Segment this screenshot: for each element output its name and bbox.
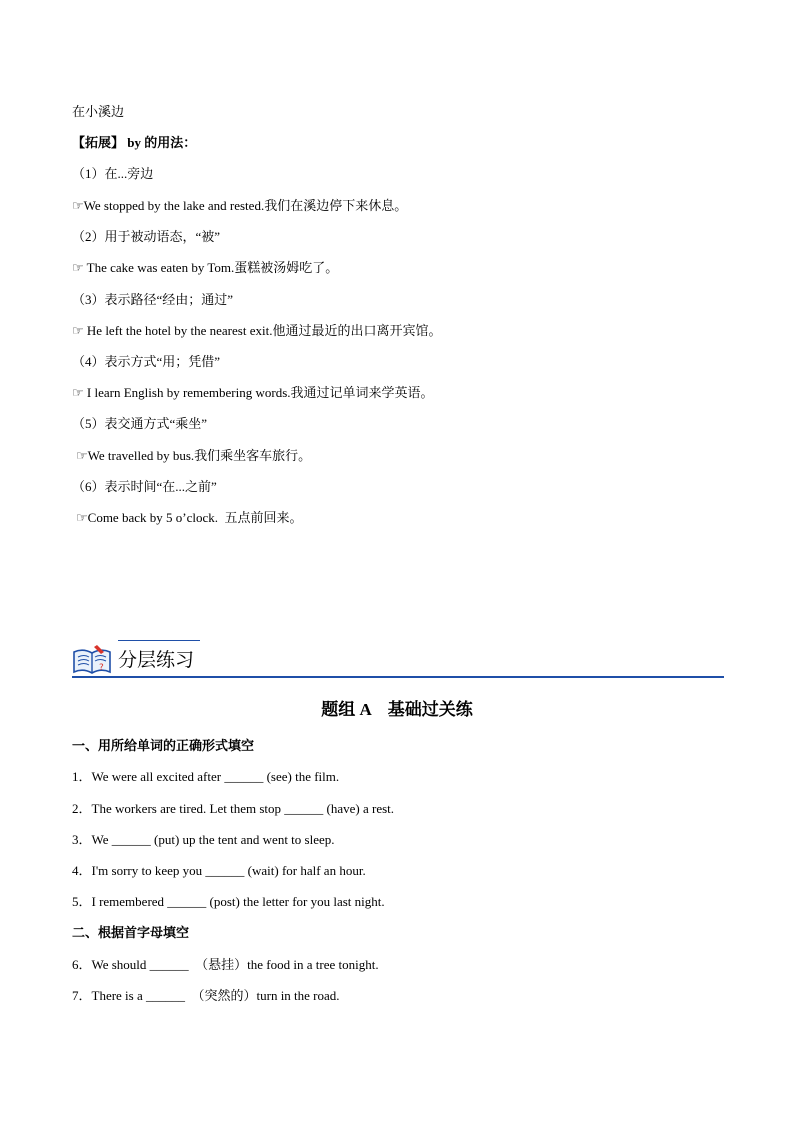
question-2: 2．The workers are tired. Let them stop ______ (have) a rest. — [72, 801, 395, 816]
question-6: 6．We should ______ （悬挂）the food in a tree tonight. — [72, 957, 379, 972]
usage-example-1: ☞We stopped by the lake and rested.我们在溪边停下来休息。 — [72, 198, 408, 213]
question-3: 3．We ______ (put) up the tent and went to sleep. — [72, 832, 335, 847]
usage-label-6: （6）表示时间“在...之前” — [72, 479, 217, 494]
question-1: 1．We were all excited after ______ (see) the film. — [72, 769, 340, 784]
section-top-line — [118, 640, 200, 641]
usage-label-1: （1）在...旁边 — [72, 166, 154, 181]
usage-label-2: （2）用于被动语态，“被” — [72, 229, 221, 244]
part2-heading: 二、根据首字母填空 — [72, 925, 190, 940]
book-icon — [72, 642, 112, 676]
usage-label-4: （4）表示方式“用；凭借” — [72, 354, 221, 369]
usage-example-6: ☞Come back by 5 o’clock. 五点前回来。 — [76, 510, 303, 525]
usage-heading: 【拓展】 by 的用法： — [72, 135, 197, 150]
usage-example-3: ☞ He left the hotel by the nearest exit.他通过最近的出口离开宾馆。 — [72, 323, 442, 338]
question-5: 5．I remembered ______ (post) the letter for you last night. — [72, 894, 385, 909]
question-7: 7．There is a ______ （突然的）turn in the road. — [72, 988, 340, 1003]
section-header — [72, 638, 724, 680]
usage-label-3: （3）表示路径“经由；通过” — [72, 292, 234, 307]
usage-label-5: （5）表交通方式“乘坐” — [72, 416, 208, 431]
usage-example-4: ☞ I learn English by remembering words.我通过记单词来学英语。 — [72, 385, 434, 400]
question-4: 4．I'm sorry to keep you ______ (wait) for half an hour. — [72, 863, 366, 878]
svg-text:?: ? — [99, 663, 104, 673]
section-divider — [72, 676, 724, 678]
intro-text: 在小溪边 — [72, 104, 125, 119]
usage-example-5: ☞We travelled by bus.我们乘坐客车旅行。 — [76, 448, 312, 463]
section-title: 分层练习 — [118, 649, 195, 671]
usage-example-2: ☞ The cake was eaten by Tom.蛋糕被汤姆吃了。 — [72, 260, 339, 275]
part1-heading: 一、用所给单词的正确形式填空 — [72, 738, 255, 753]
group-title: 题组 A 基础过关练 — [321, 700, 473, 719]
